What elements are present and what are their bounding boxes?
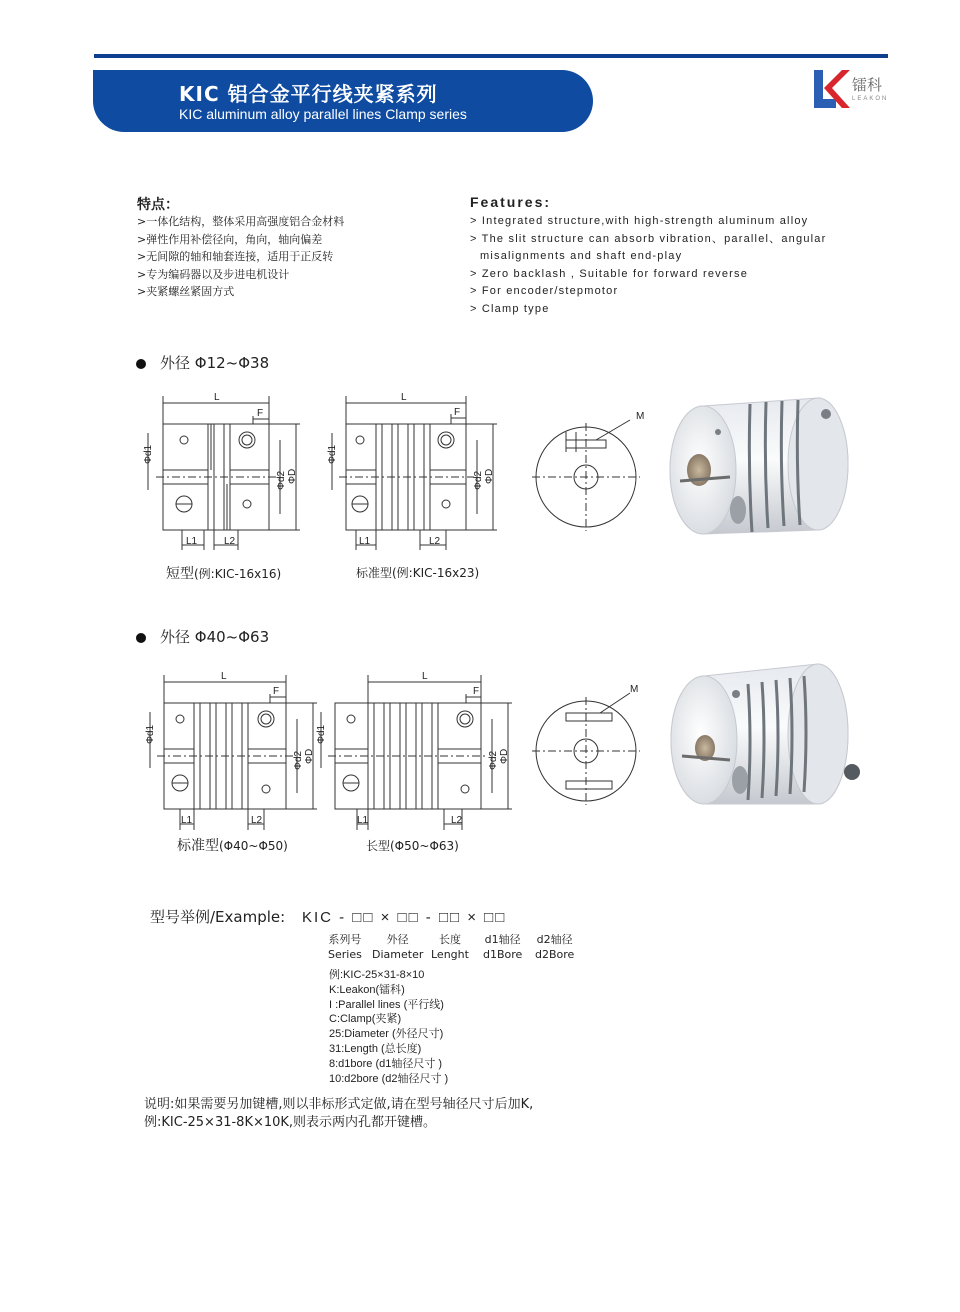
dim-l1-label: L1 <box>357 815 369 826</box>
dim-m-label: M <box>630 684 639 695</box>
breakdown-line: 8:d1bore (d1轴径尺寸 ) <box>329 1057 443 1070</box>
dim-l1-label: L1 <box>181 815 193 826</box>
dim-l-label: L <box>214 392 220 403</box>
dimension-labels <box>181 392 644 826</box>
feature-cn-item: >夹紧螺丝紧固方式 <box>137 285 235 298</box>
model-code: KIC - □□ × □□ - □□ × □□ <box>301 909 507 926</box>
product-photo-2 <box>671 664 860 804</box>
dim-l2-label: L2 <box>251 815 263 826</box>
feature-en-item: > Zero backlash , Suitable for forward reverse <box>470 267 749 280</box>
feature-en-item: misalignments and shaft end-play <box>480 250 683 262</box>
dim-od-label: ΦD <box>304 748 315 764</box>
dim-f-label: F <box>473 686 480 697</box>
breakdown-line: I :Parallel lines (平行线) <box>329 998 444 1011</box>
features-cn-heading: 特点： <box>137 197 179 213</box>
feature-cn-item: >一体化结构，整体采用高强度铝合金材料 <box>137 215 345 228</box>
feature-en-item: > For encoder/stepmotor <box>470 285 619 297</box>
note-line: 例:KIC-25×31-8K×10K,则表示两内孔都开键槽。 <box>144 1115 437 1130</box>
caption-standard-type-large: 标准型(Φ40~Φ50) <box>177 838 288 854</box>
section2-title: 外径 Φ40~Φ63 <box>136 626 269 647</box>
model-example-line <box>150 906 506 927</box>
model-col-d1bore: d1轴径 d1Bore <box>483 933 523 961</box>
model-example-label: 型号举例/Example: <box>150 908 286 926</box>
breakdown-line: C:Clamp(夹紧) <box>329 1013 402 1026</box>
model-col-diameter: 外径 Diameter <box>372 933 424 961</box>
dim-d2-label: Φd2 <box>473 470 484 490</box>
title-cn: KIC 铝合金平行线夹紧系列 <box>179 82 438 106</box>
dim-f-label: F <box>454 407 461 418</box>
caption-short-type: 短型(例:KIC-16x16) <box>166 566 282 582</box>
dim-d1-label: Φd1 <box>143 444 154 464</box>
model-col-d2bore: d2轴径 d2Bore <box>535 933 575 961</box>
caption-standard-type: 标准型(例:KIC-16x23) <box>356 566 480 580</box>
logo-text-cn: 镭科 <box>852 76 883 94</box>
dim-l2-label: L2 <box>451 815 463 826</box>
dim-d2-label: Φd2 <box>488 750 499 770</box>
caption-long-type: 长型(Φ50~Φ63) <box>366 839 459 853</box>
drawing-standard-type-large <box>150 675 317 830</box>
product-photo-1 <box>670 398 848 534</box>
dim-l-label: L <box>221 671 227 682</box>
breakdown-line: 25:Diameter (外径尺寸) <box>329 1028 444 1041</box>
dim-od-label: ΦD <box>499 748 510 764</box>
vertical-dimension-labels <box>143 444 510 770</box>
note-line: 说明:如果需要另加键槽,则以非标形式定做,请在型号轴径尺寸后加K, <box>144 1097 534 1112</box>
dim-f-label: F <box>273 686 280 697</box>
dim-l-label: L <box>401 392 407 403</box>
dim-d2-label: Φd2 <box>293 750 304 770</box>
breakdown-line: 31:Length (总长度) <box>329 1042 422 1055</box>
dim-l2-label: L2 <box>224 536 236 547</box>
model-col-series: 系列号 Series <box>328 933 362 961</box>
dim-d1-label: Φd1 <box>316 724 327 744</box>
dim-d1-label: Φd1 <box>327 444 338 464</box>
dim-l1-label: L1 <box>186 536 198 547</box>
breakdown-line: K:Leakon(镭科) <box>329 983 405 996</box>
dim-l-label: L <box>422 671 428 682</box>
breakdown-line: 例:KIC-25×31-8×10 <box>329 969 425 981</box>
drawing-end-view-1 <box>532 420 640 531</box>
title-en: KIC aluminum alloy parallel lines Clamp series <box>179 106 467 122</box>
model-example-breakdown <box>329 968 448 1086</box>
drawing-end-view-2 <box>532 693 640 805</box>
keyway-note <box>144 1096 533 1132</box>
dim-od-label: ΦD <box>287 468 298 484</box>
breakdown-line: 10:d2bore (d2轴径尺寸 ) <box>329 1072 449 1085</box>
feature-en-item: > The slit structure can absorb vibration、parallel、angular <box>470 232 827 245</box>
dim-d2-label: Φd2 <box>276 470 287 490</box>
dim-l1-label: L1 <box>359 536 371 547</box>
feature-cn-item: >专为编码器以及步进电机设计 <box>137 267 290 281</box>
drawing-long-type <box>321 675 512 830</box>
dim-f-label: F <box>257 408 264 419</box>
dim-m-label: M <box>636 411 645 422</box>
dim-l2-label: L2 <box>429 536 441 547</box>
feature-en-item: > Clamp type <box>470 302 550 315</box>
model-col-length: 长度 Lenght <box>431 933 469 961</box>
feature-en-item: > Integrated structure,with high-strength aluminum alloy <box>470 215 809 227</box>
dim-d1-label: Φd1 <box>145 724 156 744</box>
feature-cn-item: >无间隙的轴和轴套连接，适用于正反转 <box>137 250 334 263</box>
section1-title: 外径 Φ12~Φ38 <box>136 352 269 373</box>
logo-text-en: LEAKON <box>852 96 889 102</box>
dim-od-label: ΦD <box>484 468 495 484</box>
feature-cn-item: >弹性作用补偿径向，角向，轴向偏差 <box>137 232 323 246</box>
features-en-heading: Features: <box>470 194 552 210</box>
